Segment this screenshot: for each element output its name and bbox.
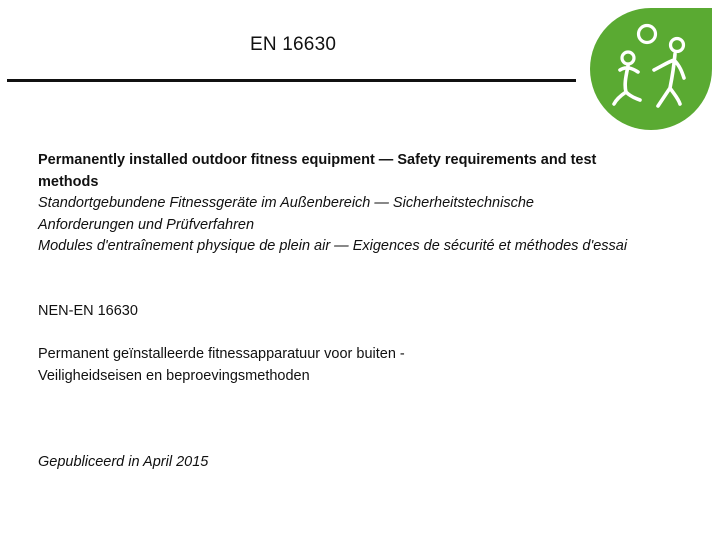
title-french: Modules d'entraînement physique de plein air — Exigences de sécurité et méthodes d'essai — [38, 238, 628, 254]
title-dutch: Permanent geïnstalleerde fitnessapparatuur voor buiten - Veiligheidseisen en beproevingsmethoden — [38, 346, 405, 384]
two-children-playing-icon — [590, 8, 712, 130]
title-german: Standortgebundene Fitnessgeräte im Außenbereich — Sicherheitstechnische Anforderungen und Prüfverfahren — [38, 195, 534, 233]
publication-date: Gepubliceerd in April 2015 — [38, 454, 209, 470]
title-english: Permanently installed outdoor fitness equipment — Safety requirements and test methods — [38, 152, 597, 190]
header-divider — [7, 79, 576, 82]
nen-standard-code: NEN-EN 16630 — [38, 303, 138, 319]
standard-code: EN 16630 — [250, 34, 337, 55]
